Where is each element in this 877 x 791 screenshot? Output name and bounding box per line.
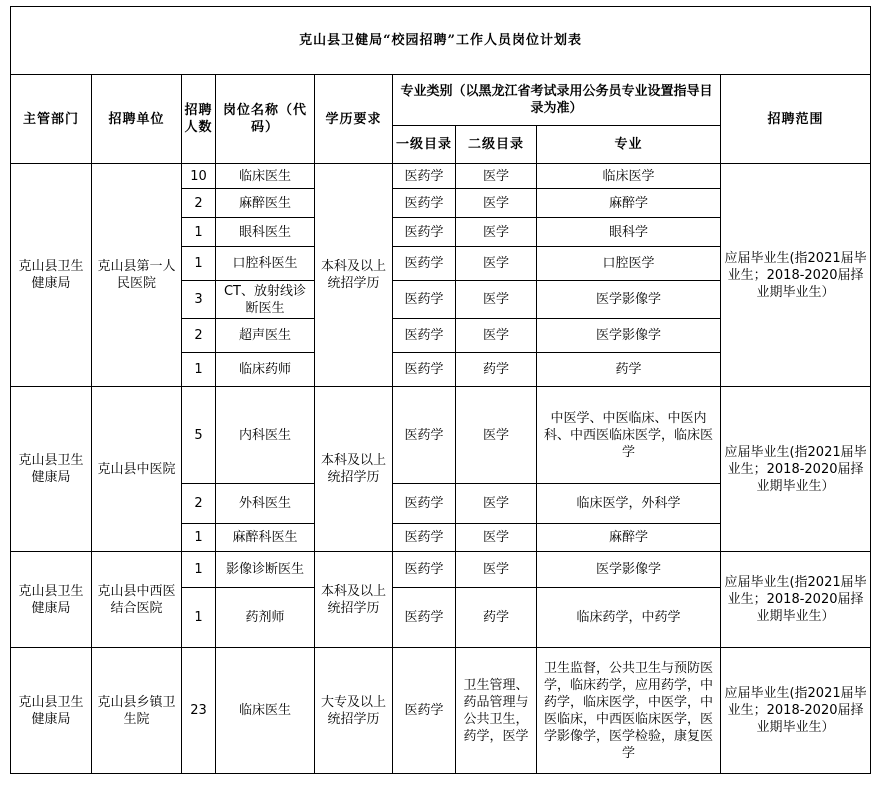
- level2-cell: 医学: [456, 189, 537, 218]
- header-unit: 招聘单位: [92, 75, 182, 164]
- count-cell: 23: [182, 648, 216, 774]
- header-scope: 招聘范围: [721, 75, 871, 164]
- level2-cell: 药学: [456, 588, 537, 648]
- count-cell: 3: [182, 281, 216, 319]
- major-cell: 药学: [537, 353, 721, 387]
- dept-cell: 克山县卫生健康局: [11, 387, 92, 552]
- education-cell: 本科及以上统招学历: [315, 387, 393, 552]
- level2-cell: 医学: [456, 524, 537, 552]
- major-cell: 卫生监督，公共卫生与预防医学，临床药学，应用药学，中药学，临床医学，中医学，中医临床，中西医临床医学，医学影像学，医学检验，康复医学: [537, 648, 721, 774]
- position-cell: CT、放射线诊断医生: [216, 281, 315, 319]
- count-cell: 5: [182, 387, 216, 484]
- count-cell: 1: [182, 588, 216, 648]
- position-cell: 临床药师: [216, 353, 315, 387]
- count-cell: 2: [182, 319, 216, 353]
- level1-cell: 医药学: [393, 189, 456, 218]
- major-cell: 麻醉学: [537, 524, 721, 552]
- count-cell: 2: [182, 484, 216, 524]
- table-row: [11, 164, 871, 189]
- education-cell: 本科及以上统招学历: [315, 552, 393, 648]
- level1-cell: 医药学: [393, 353, 456, 387]
- count-cell: 1: [182, 247, 216, 281]
- scope-cell: 应届毕业生(指2021届毕业生；2018-2020届择业期毕业生）: [721, 387, 871, 552]
- major-cell: 口腔医学: [537, 247, 721, 281]
- scope-cell: 应届毕业生(指2021届毕业生；2018-2020届择业期毕业生）: [721, 648, 871, 774]
- level1-cell: 医药学: [393, 552, 456, 588]
- count-cell: 1: [182, 524, 216, 552]
- major-cell: 医学影像学: [537, 552, 721, 588]
- position-cell: 麻醉科医生: [216, 524, 315, 552]
- education-cell: 本科及以上统招学历: [315, 164, 393, 387]
- dept-cell: 克山县卫生健康局: [11, 164, 92, 387]
- major-cell: 临床医学，外科学: [537, 484, 721, 524]
- level1-cell: 医药学: [393, 281, 456, 319]
- scope-cell: 应届毕业生(指2021届毕业生；2018-2020届择业期毕业生）: [721, 552, 871, 648]
- level2-cell: 医学: [456, 387, 537, 484]
- page-title: 克山县卫健局“校园招聘”工作人员岗位计划表: [11, 7, 871, 75]
- position-cell: 影像诊断医生: [216, 552, 315, 588]
- header-level1: 一级目录: [393, 126, 456, 164]
- level1-cell: 医药学: [393, 588, 456, 648]
- header-major: 专业: [537, 126, 721, 164]
- level2-cell: 卫生管理、药品管理与公共卫生，药学，医学: [456, 648, 537, 774]
- level2-cell: 医学: [456, 247, 537, 281]
- level2-cell: 药学: [456, 353, 537, 387]
- major-cell: 眼科学: [537, 218, 721, 247]
- header-major-category: 专业类别（以黑龙江省考试录用公务员专业设置指导目录为准）: [393, 75, 721, 126]
- level1-cell: 医药学: [393, 247, 456, 281]
- count-cell: 1: [182, 218, 216, 247]
- position-cell: 内科医生: [216, 387, 315, 484]
- level2-cell: 医学: [456, 552, 537, 588]
- level1-cell: 医药学: [393, 319, 456, 353]
- unit-cell: 克山县中西医结合医院: [92, 552, 182, 648]
- unit-cell: 克山县乡镇卫生院: [92, 648, 182, 774]
- position-cell: 超声医生: [216, 319, 315, 353]
- level2-cell: 医学: [456, 319, 537, 353]
- major-cell: 医学影像学: [537, 319, 721, 353]
- table-row: [11, 648, 871, 774]
- position-cell: 外科医生: [216, 484, 315, 524]
- title-row: [11, 7, 871, 75]
- level2-cell: 医学: [456, 164, 537, 189]
- major-cell: 临床药学，中药学: [537, 588, 721, 648]
- count-cell: 1: [182, 552, 216, 588]
- position-cell: 药剂师: [216, 588, 315, 648]
- header-level2: 二级目录: [456, 126, 537, 164]
- dept-cell: 克山县卫生健康局: [11, 648, 92, 774]
- table-row: [11, 552, 871, 588]
- unit-cell: 克山县第一人民医院: [92, 164, 182, 387]
- major-cell: 临床医学: [537, 164, 721, 189]
- level2-cell: 医学: [456, 218, 537, 247]
- table-row: [11, 387, 871, 484]
- count-cell: 1: [182, 353, 216, 387]
- level1-cell: 医药学: [393, 484, 456, 524]
- dept-cell: 克山县卫生健康局: [11, 552, 92, 648]
- recruitment-plan-table: [10, 6, 871, 774]
- level1-cell: 医药学: [393, 218, 456, 247]
- level1-cell: 医药学: [393, 387, 456, 484]
- education-cell: 大专及以上统招学历: [315, 648, 393, 774]
- scope-cell: 应届毕业生(指2021届毕业生；2018-2020届择业期毕业生）: [721, 164, 871, 387]
- header-education: 学历要求: [315, 75, 393, 164]
- major-cell: 中医学、中医临床、中医内科、中西医临床医学，临床医学: [537, 387, 721, 484]
- position-cell: 眼科医生: [216, 218, 315, 247]
- header-dept: 主管部门: [11, 75, 92, 164]
- major-cell: 麻醉学: [537, 189, 721, 218]
- level1-cell: 医药学: [393, 648, 456, 774]
- header-position: 岗位名称（代码）: [216, 75, 315, 164]
- level2-cell: 医学: [456, 281, 537, 319]
- count-cell: 10: [182, 164, 216, 189]
- unit-cell: 克山县中医院: [92, 387, 182, 552]
- level1-cell: 医药学: [393, 164, 456, 189]
- position-cell: 口腔科医生: [216, 247, 315, 281]
- position-cell: 临床医生: [216, 648, 315, 774]
- header-count: 招聘人数: [182, 75, 216, 164]
- position-cell: 临床医生: [216, 164, 315, 189]
- major-cell: 医学影像学: [537, 281, 721, 319]
- position-cell: 麻醉医生: [216, 189, 315, 218]
- header-row-1: [11, 75, 871, 126]
- count-cell: 2: [182, 189, 216, 218]
- level1-cell: 医药学: [393, 524, 456, 552]
- level2-cell: 医学: [456, 484, 537, 524]
